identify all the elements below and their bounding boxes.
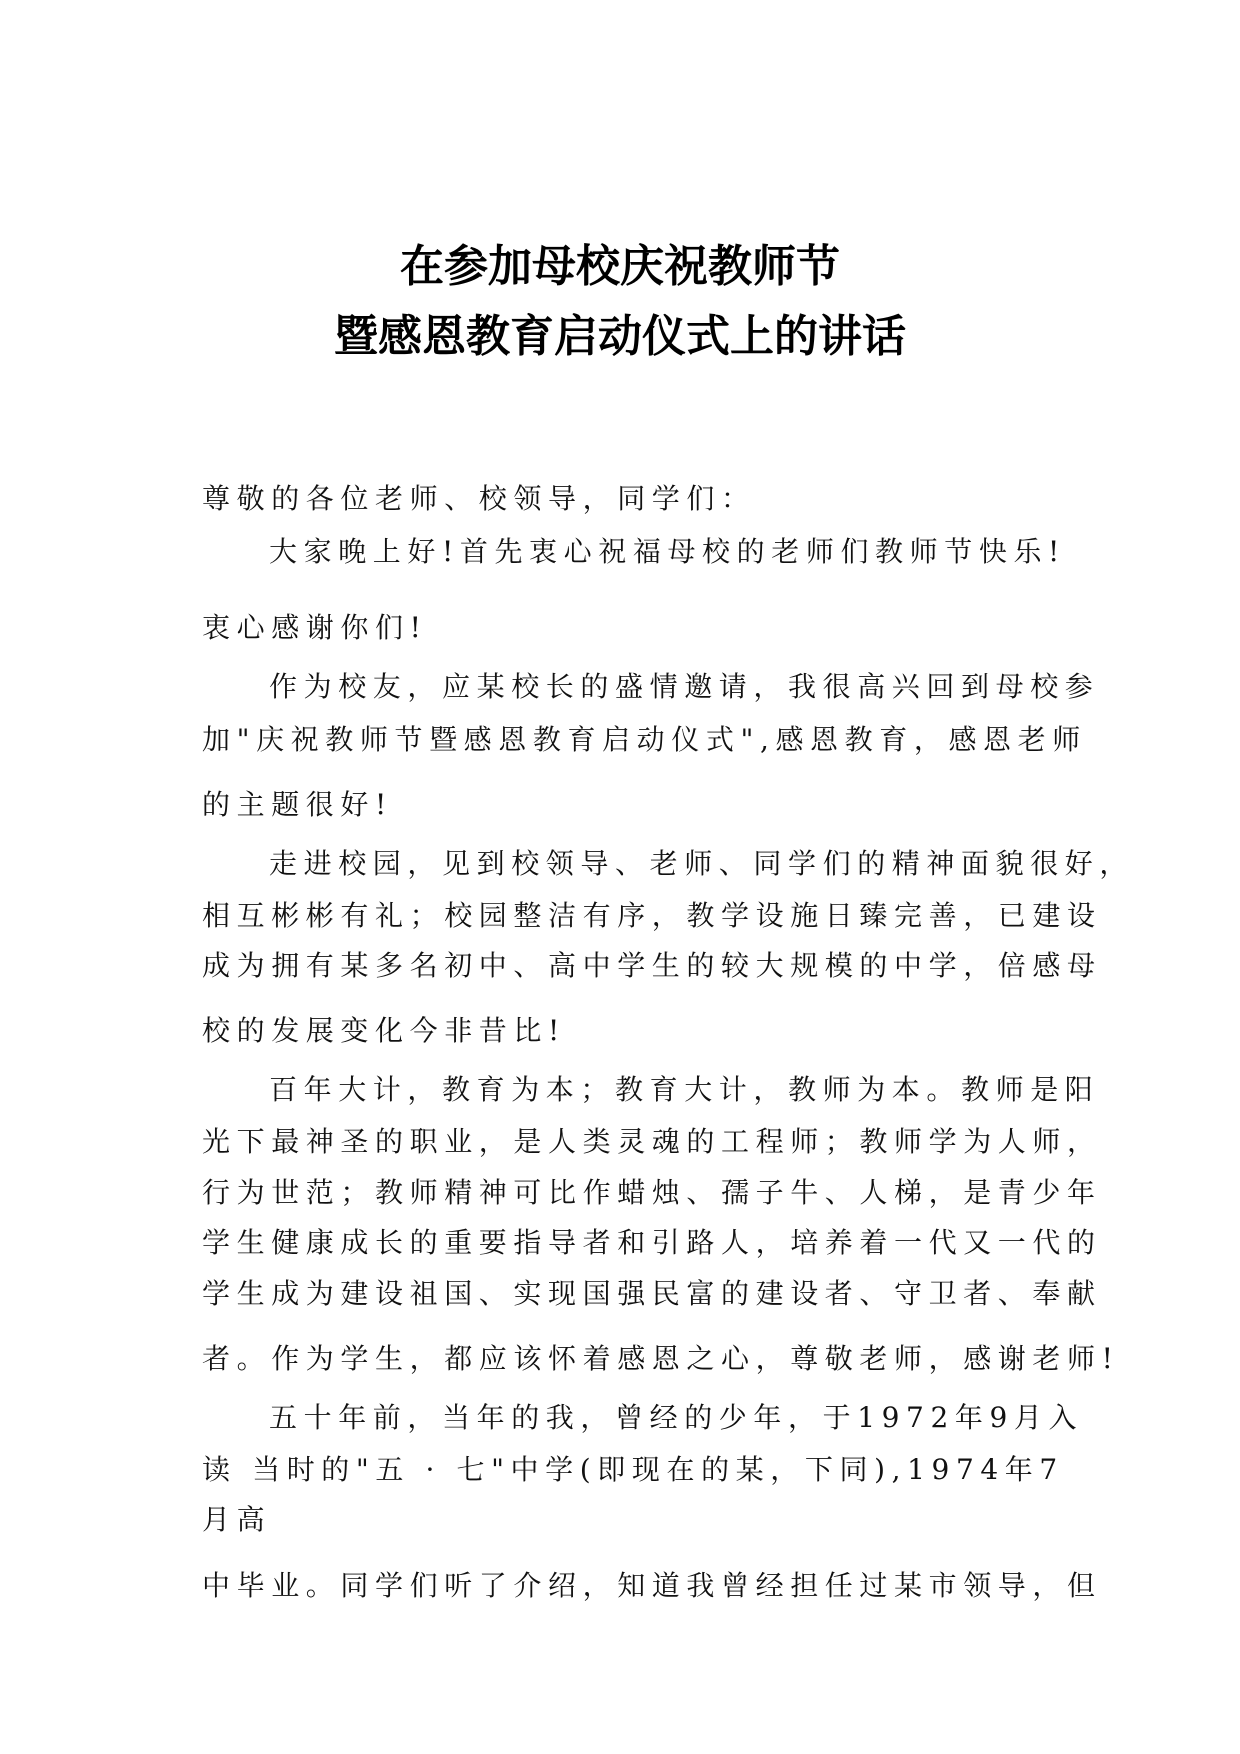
paragraph-line: 衷心感谢你们! bbox=[202, 611, 428, 644]
paragraph-line: 行为世范；教师精神可比作蜡烛、孺子牛、人梯，是青少年 bbox=[202, 1176, 1102, 1209]
paragraph-line: 的主题很好! bbox=[202, 788, 393, 821]
paragraph-line: 者。作为学生，都应该怀着感恩之心，尊敬老师，感谢老师! bbox=[202, 1342, 1120, 1375]
paragraph-line: 校的发展变化今非昔比! bbox=[202, 1014, 566, 1047]
paragraph-line: 成为拥有某多名初中、高中学生的较大规模的中学，倍感母 bbox=[202, 949, 1102, 982]
paragraph-line: 五十年前，当年的我，曾经的少年，于1972年9月入 bbox=[269, 1401, 1084, 1434]
paragraph-line: 走进校园，见到校领导、老师、同学们的精神面貌很好， bbox=[269, 847, 1135, 880]
paragraph-line: 光下最神圣的职业，是人类灵魂的工程师；教师学为人师， bbox=[202, 1125, 1102, 1158]
title-line-2: 暨感恩教育启动仪式上的讲话 bbox=[334, 311, 906, 362]
paragraph-line: 中毕业。同学们听了介绍，知道我曾经担任过某市领导，但 bbox=[202, 1569, 1102, 1602]
paragraph-line: 大家晚上好!首先衷心祝福母校的老师们教师节快乐! bbox=[269, 535, 1066, 568]
paragraph-line: 百年大计，教育为本；教育大计，教师为本。教师是阳 bbox=[269, 1073, 1100, 1106]
paragraph-line: 月高 bbox=[202, 1503, 272, 1536]
paragraph-line: 相互彬彬有礼；校园整洁有序，教学设施日臻完善，已建设 bbox=[202, 899, 1102, 932]
title-line-1: 在参加母校庆祝教师节 bbox=[400, 241, 840, 292]
paragraph-line: 作为校友，应某校长的盛情邀请，我很高兴回到母校参 bbox=[269, 670, 1100, 703]
paragraph-line: 学生成为建设祖国、实现国强民富的建设者、守卫者、奉献 bbox=[202, 1277, 1102, 1310]
paragraph-line: 加"庆祝教师节暨感恩教育启动仪式",感恩教育，感恩老师 bbox=[202, 723, 1087, 756]
paragraph-line: 学生健康成长的重要指导者和引路人，培养着一代又一代的 bbox=[202, 1226, 1102, 1259]
salutation: 尊敬的各位老师、校领导，同学们： bbox=[202, 482, 756, 515]
paragraph-line: 读 当时的"五 · 七"中学(即现在的某，下同),1974年7 bbox=[202, 1453, 1064, 1486]
